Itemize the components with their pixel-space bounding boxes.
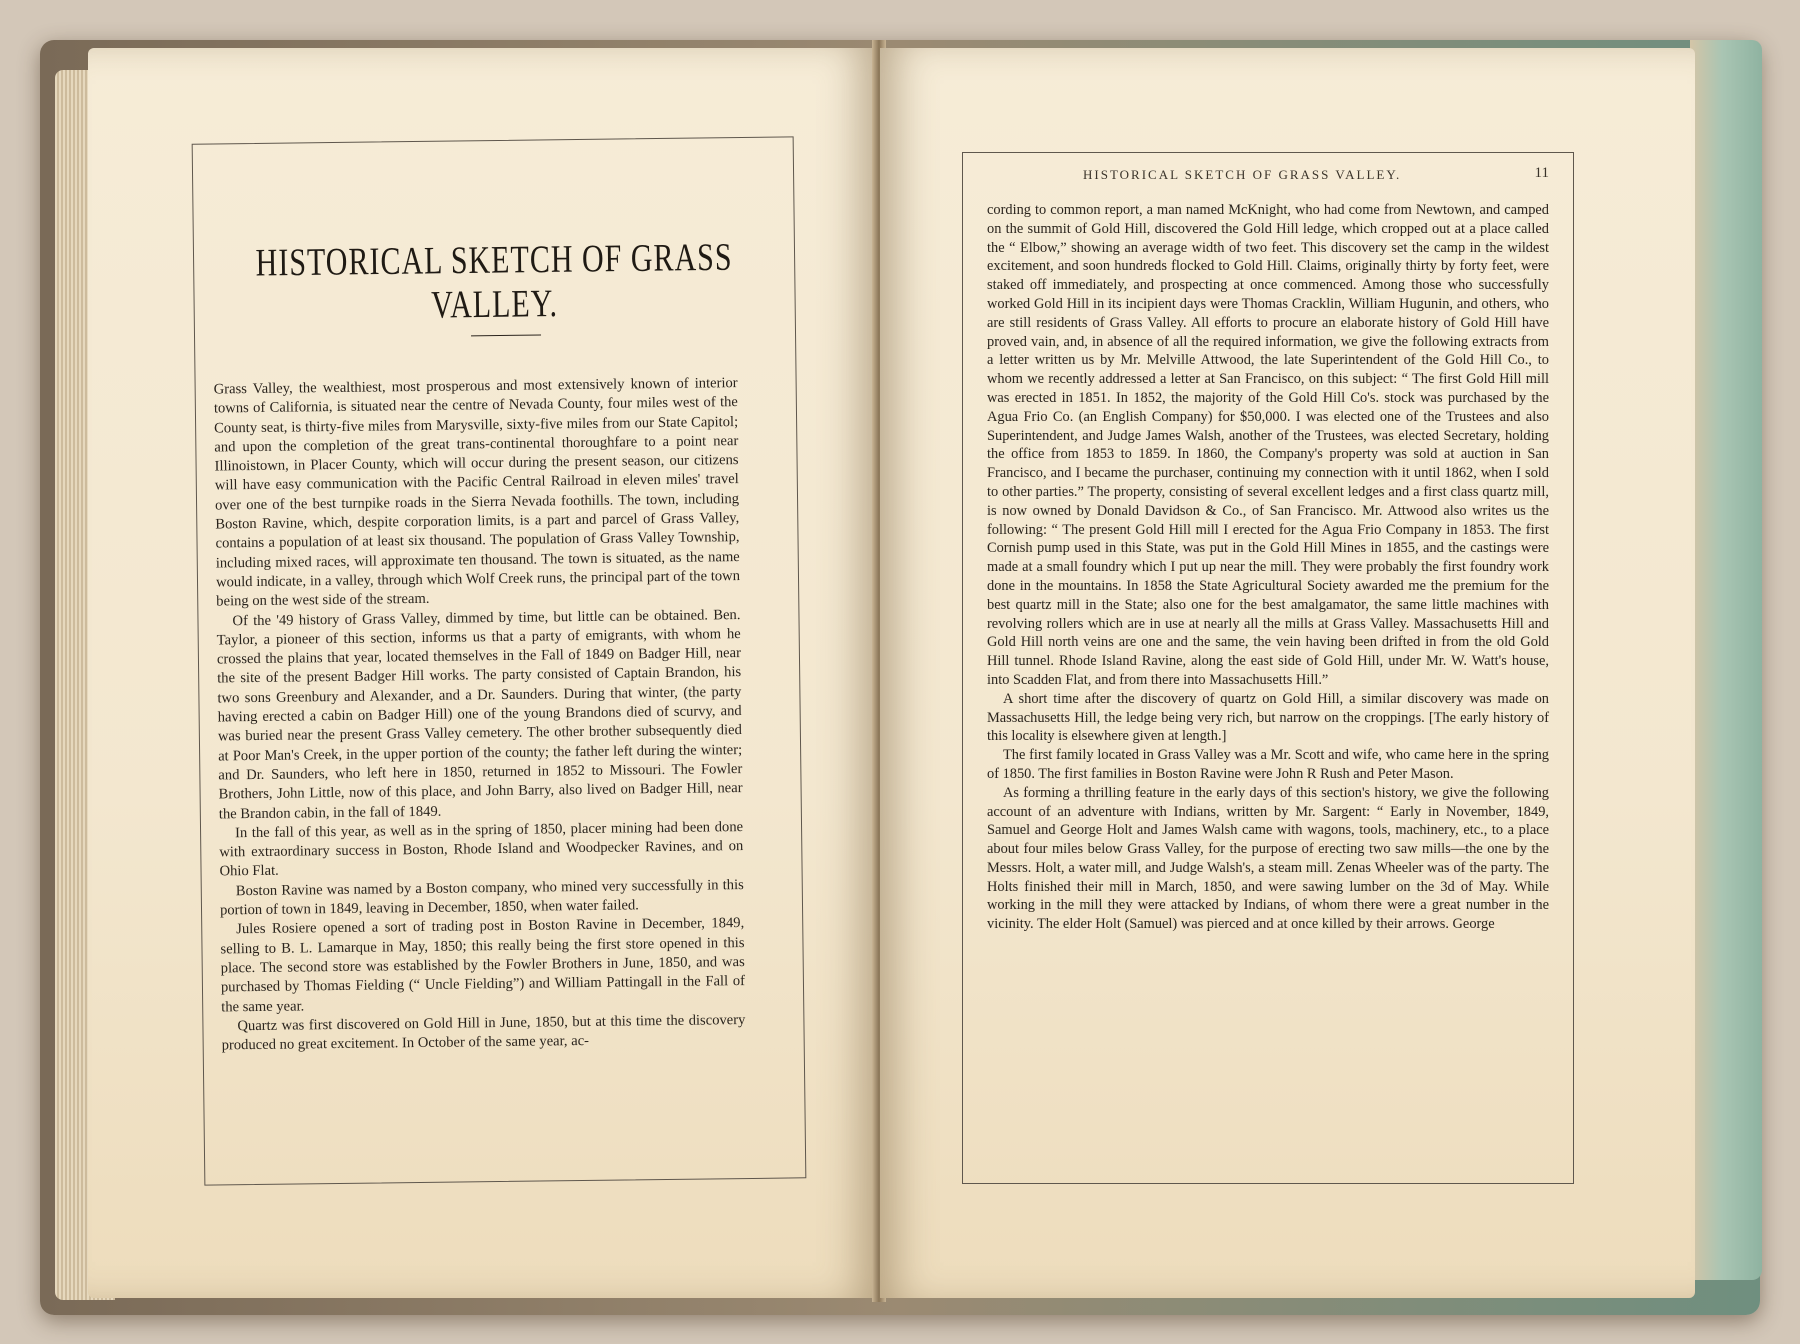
left-page	[88, 48, 876, 1298]
right-page-frame	[962, 152, 1574, 1184]
title-rule	[471, 334, 541, 336]
left-page-frame	[192, 136, 807, 1185]
paragraph: Of the '49 history of Grass Valley, dimmed by time, but little can be obtained. Ben. Taylor, a pioneer of this section, informs us that a party of emigrants, with whom he crossed the plains that year, located themselves in the Fall of 1849 on Badger Hill, near the site of the present Badger Hill works. The party consisted of Captain Brandon, his two sons Greenbury and Alexander, and a Dr. Saunders. During that winter, (the party having erected a cabin on Badger Hill) one of the young Brandons died of scurvy, and was buried near the present Grass Valley cemetery. The other brother subsequently died at Poor Man's Creek, in the upper portion of the county; the father left during the winter; and Dr. Saunders, who left here in 1850, returned in 1852 to Missouri. The Fowler Brothers, John Little, now of this place, and John Barry, also lived on Badger Hill, near the Brandon cabin, in the fall of 1849.	[216, 606, 743, 822]
right-text-column	[987, 201, 1549, 934]
left-text-column	[214, 374, 746, 1056]
page-edges-right	[1690, 40, 1762, 1280]
paragraph: cording to common report, a man named McKnight, who had come from Newtown, and camped on the summit of Gold Hill, discovered the Gold Hill ledge, which cropped out at a place called the “ Elbow,” showing an average width of two feet. This discovery set the camp in the wildest excitement, and soon hundreds flocked to Gold Hill. Claims, originally thirty by forty feet, were staked off immediately, and prospecting at once commenced. Among those who successfully worked Gold Hill in its incipient days were Thomas Cracklin, William Hugunin, and others, who are still residents of Grass Valley. All efforts to procure an elaborate history of Gold Hill have proved vain, and, in absence of all the required information, we give the following extracts from a letter written us by Mr. Melville Attwood, the late Superintendent of the Gold Hill Co., to whom we recently addressed a letter at San Francisco, on this subject: “ The first Gold Hill mill was erected in 1851. In 1852, the majority of the Gold Hill Co's. stock was purchased by the Agua Frio Co. (an English Company) for $50,000. I was elected one of the Trustees and also Superintendent, and Judge James Walsh, another of the Trustees, was elected Secretary, holding the office from 1853 to 1859. In 1860, the Company's property was sold at auction in San Francisco, and I became the purchaser, continuing my connection with it until 1862, when I sold to other parties.” The property, consisting of several excellent ledges and a first class quartz mill, is now owned by Donald Davidson & Co., of San Francisco. Mr. Attwood also writes us the following: “ The present Gold Hill mill I erected for the Agua Frio Company in 1853. The first Cornish pump used in this State, was put in the Gold Hill Mines in 1855, and the castings were made at a small foundry which I put up near the mill. They were probably the first foundry work done in the mountains. In 1858 the State Agricultural Society awarded me the premium for the best quartz mill in the State; also one for the best amalgamator, the same little machines with revolving rollers which are in use at nearly all the mills at Grass Valley. Massachusetts Hill and Gold Hill north veins are one and the same, the vein having been drifted in from the old Gold Hill tunnel. Rhode Island Ravine, along the east side of Gold Hill, under Mr. W. Watt's house, into Scadden Flat, and from there into Massachusetts Hill.”	[987, 202, 1549, 688]
paragraph: A short time after the discovery of quartz on Gold Hill, a similar discovery was made on Massachusetts Hill, the ledge being very rich, but narrow on the croppings. [The early history of this locality is elsewhere given at length.]	[987, 690, 1549, 745]
paragraph: The first family located in Grass Valley was a Mr. Scott and wife, who came here in the spring of 1850. The first families in Boston Ravine were John R Rush and Peter Mason.	[987, 747, 1549, 782]
page-title: HISTORICAL SKETCH OF GRASS VALLEY.	[255, 235, 733, 327]
running-head: HISTORICAL SKETCH OF GRASS VALLEY.	[1083, 167, 1402, 182]
right-page	[880, 48, 1695, 1298]
paragraph: Jules Rosiere opened a sort of trading post in Boston Ravine in December, 1849, selling to B. L. Lamarque in May, 1850; this really being the first store opened in this place. The second store was established by the Fowler Brothers in June, 1850, and was purchased by Thomas Fielding (“ Uncle Fielding”) and William Pattingall in the Fall of the same year.	[220, 915, 746, 1015]
paragraph: As forming a thrilling feature in the early days of this section's history, we give the following account of an adventure with Indians, written by Mr. Sargent: “ Early in November, 1849, Samuel and George Holt and James Walsh came with wagons, tools, machinery, etc., to a place about four miles below Grass Valley, for the purpose of erecting two saw mills—the one by the Messrs. Holt, a water mill, and Judge Walsh's, a steam mill. Zenas Wheeler was of the party. The Holts finished their mill in March, 1850, and were sawing lumber on the 3d of May. While working in the mill they were attacked by Indians, of whom there were a great number in the vicinity. The elder Holt (Samuel) was pierced and at once killed by their arrows. George	[987, 784, 1549, 933]
paragraph: Boston Ravine was named by a Boston company, who mined very successfully in this portion of town in 1849, leaving in December, 1850, when water failed.	[219, 876, 744, 919]
paragraph: Quartz was first discovered on Gold Hill in June, 1850, but at this time the discovery produced no great excitement. In October of the same year, ac-	[221, 1011, 746, 1054]
paragraph: In the fall of this year, as well as in the spring of 1850, placer mining had been done with extraordinary success in Boston, Rhode Island and Woodpecker Ravines, and on Ohio Flat.	[219, 818, 744, 880]
paragraph: Grass Valley, the wealthiest, most prosperous and most extensively known of interior towns of California, is situated near the centre of Nevada County, four miles west of the County seat, is thirty-five miles from Marysville, sixty-five miles from our State Capitol; and upon the completion of the great trans-continental thoroughfare to a point near Illinoistown, in Placer County, which will occur during the present season, our citizens will have easy communication with the Pacific Central Railroad in eleven miles' travel over one of the best turnpike roads in the Sierra Nevada foothills. The town, including Boston Ravine, which, despite corporation limits, is a part and parcel of Grass Valley, contains a population of at least six thousand. The population of Grass Valley Township, including mixed races, will approximate ten thousand. The town is situated, as the name would indicate, in a valley, through which Wolf Creek runs, the principal part of the town being on the west side of the stream.	[213, 375, 741, 610]
page-number: 11	[1534, 165, 1549, 181]
